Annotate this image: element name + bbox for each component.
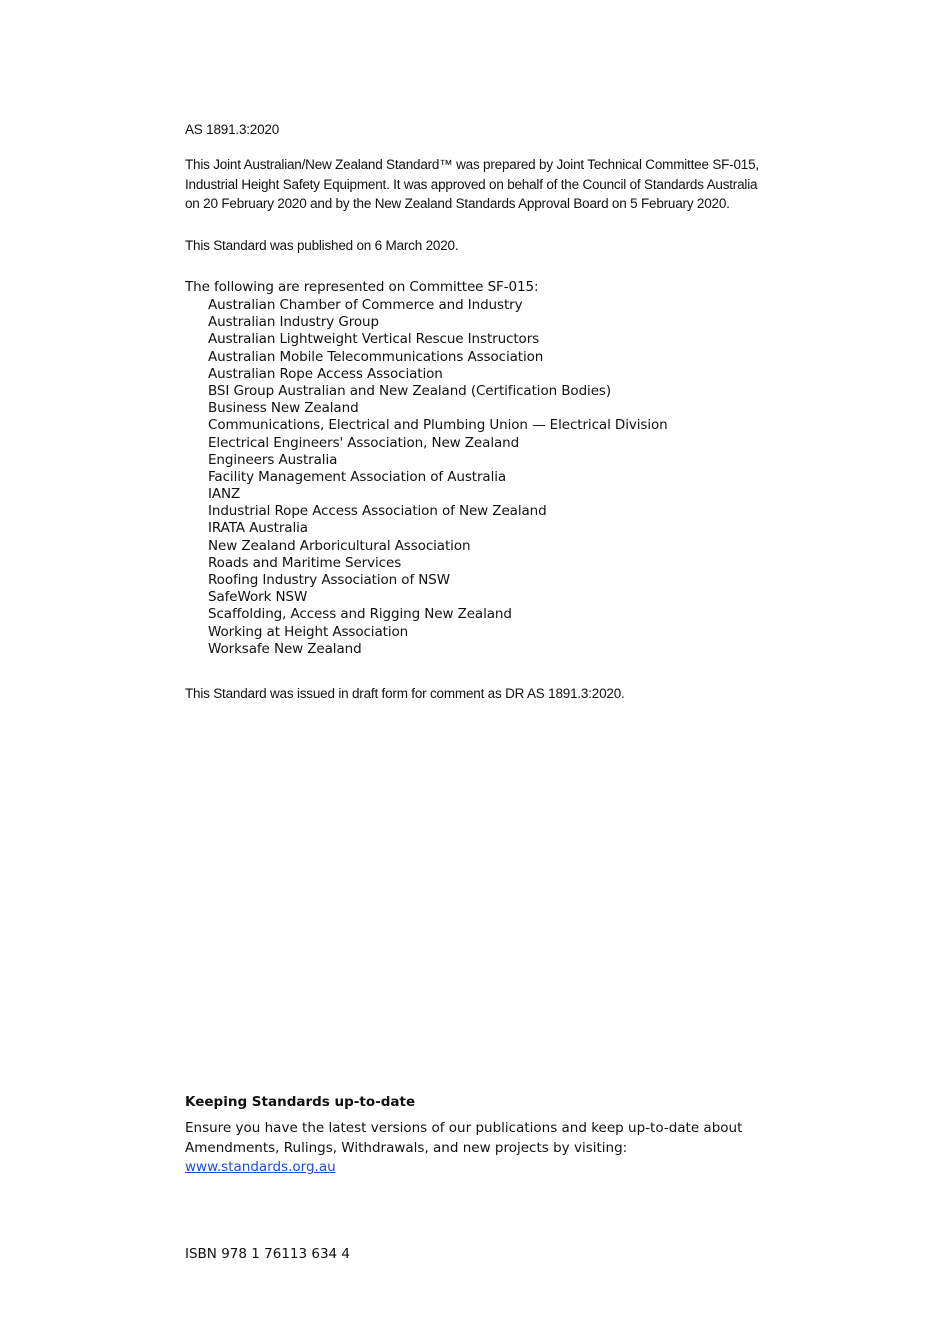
committee-member: Roads and Maritime Services bbox=[208, 554, 402, 571]
committee-member: Australian Rope Access Association bbox=[208, 365, 443, 382]
document-number: AS 1891.3:2020 bbox=[185, 122, 280, 137]
committee-member: Worksafe New Zealand bbox=[208, 640, 362, 657]
committee-member: Roofing Industry Association of NSW bbox=[208, 572, 451, 588]
preparation-statement: This Joint Australian/New Zealand Standard™ was prepared by Joint Technical Committee SF-015, Industrial Height Safety Equipment. It was approved on behalf of the Council of Standards Australia on 20 February 2020 and by the New Zealand Standards Approval Board on 5 February 2020. bbox=[185, 157, 759, 211]
committee-member-list bbox=[185, 297, 668, 658]
isbn-number: ISBN 978 1 76113 634 4 bbox=[185, 1246, 351, 1262]
committee-member: Scaffolding, Access and Rigging New Zealand bbox=[208, 606, 512, 623]
committee-member: New Zealand Arboricultural Association bbox=[208, 537, 471, 554]
committee-member: Engineers Australia bbox=[208, 451, 338, 468]
keeping-up-to-date-body: Ensure you have the latest versions of our publications and keep up-to-date about Amendments, Rulings, Withdrawals, and new projects by visiting: bbox=[185, 1120, 743, 1156]
draft-statement: This Standard was issued in draft form for comment as DR AS 1891.3:2020. bbox=[185, 686, 625, 701]
committee-member: Electrical Engineers' Association, New Zealand bbox=[208, 434, 520, 451]
committee-member: Facility Management Association of Australia bbox=[208, 468, 507, 485]
committee-member: Communications, Electrical and Plumbing Union — Electrical Division bbox=[208, 417, 668, 434]
committee-member: Australian Chamber of Commerce and Industry bbox=[208, 297, 523, 313]
committee-member: Australian Industry Group bbox=[208, 314, 379, 331]
committee-member: Industrial Rope Access Association of New Zealand bbox=[208, 503, 547, 520]
committee-member: Australian Mobile Telecommunications Association bbox=[208, 348, 544, 365]
committee-member: SafeWork NSW bbox=[208, 589, 308, 606]
committee-member: IRATA Australia bbox=[208, 520, 308, 537]
committee-heading: The following are represented on Committee SF-015: bbox=[185, 279, 539, 295]
publication-date-statement: This Standard was published on 6 March 2020. bbox=[185, 238, 459, 253]
keeping-up-to-date-text bbox=[185, 1119, 785, 1178]
committee-section bbox=[185, 278, 668, 658]
committee-member: Business New Zealand bbox=[208, 400, 359, 417]
committee-member: Working at Height Association bbox=[208, 623, 409, 640]
committee-member: BSI Group Australian and New Zealand (Certification Bodies) bbox=[208, 382, 612, 399]
keeping-up-to-date-heading: Keeping Standards up-to-date bbox=[185, 1094, 416, 1110]
committee-member: Australian Lightweight Vertical Rescue Instructors bbox=[208, 331, 540, 348]
standards-website-link[interactable]: www.standards.org.au bbox=[185, 1159, 336, 1175]
committee-member: IANZ bbox=[208, 486, 241, 503]
